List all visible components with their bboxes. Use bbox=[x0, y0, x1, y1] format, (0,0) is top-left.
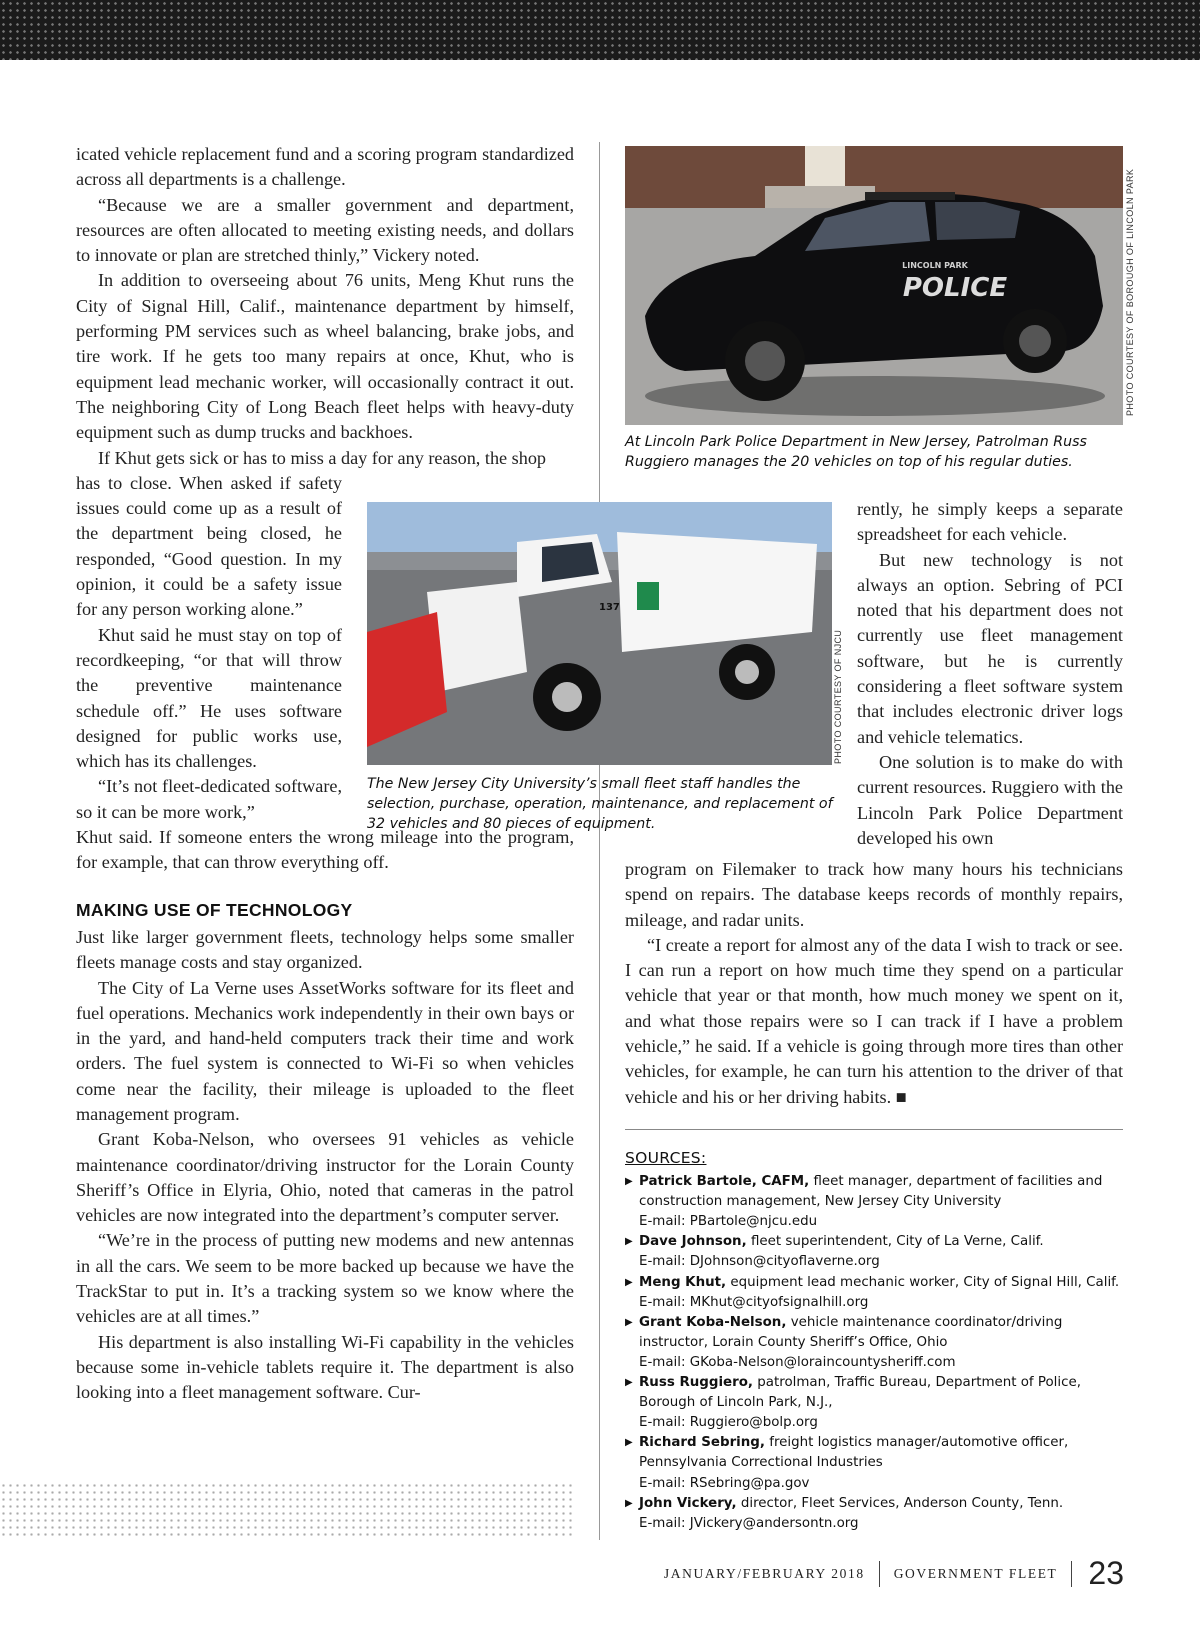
source-item bbox=[625, 1373, 1125, 1433]
truck-illustration bbox=[367, 502, 832, 765]
source-name: John Vickery, bbox=[639, 1495, 737, 1511]
source-name: Patrick Bartole, CAFM, bbox=[639, 1174, 810, 1190]
sources-box bbox=[625, 1148, 1125, 1534]
source-email: E-mail: GKoba-Nelson@loraincountysheriff.com bbox=[639, 1354, 956, 1370]
triangle-bullet-icon: ▶ bbox=[625, 1176, 633, 1188]
police-car-illustration bbox=[625, 146, 1123, 425]
paragraph: His department is also installing Wi-Fi capability in the vehicles because some in-vehicle tablets require it. The department is also looking into a fleet management software. Cur- bbox=[76, 1331, 574, 1403]
car-shadow bbox=[645, 376, 1105, 416]
source-name: Meng Khut, bbox=[639, 1274, 727, 1290]
photo-credit: PHOTO COURTESY OF NJCU bbox=[833, 629, 843, 764]
source-description: patrolman, Traffic Bureau, Department of Police, Borough of Lincoln Park, N.J., bbox=[639, 1375, 1081, 1411]
source-name: Grant Koba-Nelson, bbox=[639, 1314, 787, 1330]
section-heading: MAKING USE OF TECHNOLOGY bbox=[76, 899, 353, 920]
police-car-photo bbox=[625, 146, 1123, 425]
unit-number: 137 bbox=[599, 602, 620, 613]
rear-hub bbox=[1019, 325, 1051, 357]
triangle-bullet-icon: ▶ bbox=[625, 1236, 633, 1248]
source-email: E-mail: RSebring@pa.gov bbox=[639, 1475, 810, 1491]
source-description: vehicle maintenance coordinator/driving instructor, Lorain County Sheriff’s Office, Ohio bbox=[639, 1314, 1063, 1350]
triangle-bullet-icon: ▶ bbox=[625, 1316, 633, 1328]
paragraph: In addition to overseeing about 76 units, Meng Khut runs the City of Signal Hill, Calif., maintenance department by himself, performing PM services such as wheel balancing, brake jobs, and tire work. If he gets too many repairs at once, Khut, who is equipment lead mechanic worker, will occasionally contract it out. The neighboring City of Long Beach fleet helps with heavy-duty equipment such as dump trucks and backhoes. bbox=[76, 270, 574, 443]
source-email: E-mail: Ruggiero@bolp.org bbox=[639, 1415, 818, 1431]
source-description: director, Fleet Services, Anderson County, Tenn. bbox=[740, 1495, 1064, 1511]
paragraph: But new technology is not always an option. Sebring of PCI noted that his department does not currently use fleet management software, but he is currently considering a fleet software system that includes electronic driver logs and vehicle telematics. bbox=[857, 549, 1123, 747]
paragraph: Khut said he must stay on top of recordkeeping, “or that will throw the preventive maintenance schedule off.” He uses software designed for public works use, which has its challenges. bbox=[76, 624, 342, 772]
front-hub bbox=[745, 341, 785, 381]
light-bar bbox=[865, 192, 955, 200]
front-hub bbox=[552, 682, 582, 712]
source-name: Dave Johnson, bbox=[639, 1234, 747, 1250]
source-item bbox=[625, 1313, 1125, 1373]
source-description: freight logistics manager/automotive officer, Pennsylvania Correctional Industries bbox=[639, 1435, 1069, 1471]
triangle-bullet-icon: ▶ bbox=[625, 1276, 633, 1288]
bottom-decorative-dots bbox=[0, 1482, 575, 1538]
source-item bbox=[625, 1273, 1125, 1313]
source-item bbox=[625, 1172, 1125, 1232]
footer-separator bbox=[1071, 1561, 1072, 1587]
wrapped-text-block bbox=[76, 471, 342, 825]
source-email: E-mail: PBartole@njcu.edu bbox=[639, 1214, 818, 1230]
source-item bbox=[625, 1433, 1125, 1493]
triangle-bullet-icon: ▶ bbox=[625, 1377, 633, 1389]
paragraph: Grant Koba-Nelson, who oversees 91 vehicles as vehicle maintenance coordinator/driving instructor for the Lorain County Sheriff’s Office in Elyria, Ohio, noted that cameras in the patrol vehicles are now integrated into the department’s computer server. bbox=[76, 1129, 574, 1226]
photo-caption: At Lincoln Park Police Department in New Jersey, Patrolman Russ Ruggiero manages the 20 vehicles on top of his regular duties. bbox=[625, 434, 1087, 470]
source-description: fleet superintendent, City of La Verne, Calif. bbox=[750, 1234, 1044, 1250]
issue-date: JANUARY/FEBRUARY 2018 bbox=[663, 1565, 865, 1581]
source-description: equipment lead mechanic worker, City of Signal Hill, Calif. bbox=[730, 1274, 1120, 1290]
sources-title: SOURCES: bbox=[625, 1149, 707, 1167]
rear-hub bbox=[735, 660, 759, 684]
photo-caption: The New Jersey City University’s small fleet staff handles the selection, purchase, operation, maintenance, and replacement of 32 vehicles and 80 pieces of equipment. bbox=[367, 776, 833, 832]
column-divider bbox=[599, 142, 600, 1540]
paragraph: “We’re in the process of putting new modems and new antennas in all the cars. We seem to be more backed up because we have the TrackStar to put in. It’s a tracking system so we know where the vehicles are at all times.” bbox=[76, 1230, 574, 1327]
paragraph: The City of La Verne uses AssetWorks software for its fleet and fuel operations. Mechanics work independently in their own bays or in the yard, and hand-held computers track their time and work orders. The fuel system is connected to Wi-Fi so when vehicles come near the facility, their mileage is uploaded to the fleet management program. bbox=[76, 977, 574, 1124]
source-description: fleet manager, department of facilities and construction management, New Jersey City University bbox=[639, 1174, 1103, 1210]
paragraph: icated vehicle replacement fund and a scoring program standardized across all departments is a challenge. bbox=[76, 144, 574, 190]
source-name: Richard Sebring, bbox=[639, 1435, 765, 1451]
truck-photo bbox=[367, 502, 832, 765]
photo-credit: PHOTO COURTESY OF BOROUGH OF LINCOLN PARK bbox=[1125, 168, 1135, 416]
paragraph: If Khut gets sick or has to miss a day for any reason, the shop bbox=[98, 447, 547, 468]
footer-separator bbox=[879, 1561, 880, 1587]
page-number: 23 bbox=[1088, 1555, 1124, 1591]
paragraph: “It’s not fleet-dedicated software, so it can be more work,” bbox=[76, 776, 342, 822]
source-email: E-mail: JVickery@andersontn.org bbox=[639, 1515, 859, 1531]
source-name: Russ Ruggiero, bbox=[639, 1375, 754, 1391]
source-item bbox=[625, 1494, 1125, 1534]
paragraph: has to close. When asked if safety issues could come up as a result of the department being closed, he responded, “Good question. In my opinion, it could be a safety issue for any person working alone.” bbox=[76, 472, 342, 620]
triangle-bullet-icon: ▶ bbox=[625, 1437, 633, 1449]
paragraph: “Because we are a smaller government and department, resources are often allocated to meeting existing needs, and dollars to innovate or plan are stretched thinly,” Vickery noted. bbox=[76, 194, 574, 266]
paragraph: Khut said. If someone enters the wrong mileage into the program, for example, that can throw everything off. bbox=[76, 827, 574, 873]
car-text-police: POLICE bbox=[902, 273, 1008, 303]
sources-divider bbox=[625, 1129, 1123, 1130]
paragraph: Just like larger government fleets, technology helps some smaller fleets manage costs and stay organized. bbox=[76, 926, 574, 973]
source-email: E-mail: MKhut@cityofsignalhill.org bbox=[639, 1294, 869, 1310]
source-email: E-mail: DJohnson@cityoflaverne.org bbox=[639, 1254, 880, 1270]
paragraph: One solution is to make do with current resources. Ruggiero with the Lincoln Park Police Department developed his own bbox=[857, 751, 1123, 848]
paragraph: “I create a report for almost any of the data I wish to track or see. I can run a report on how much time they spend on a particular vehicle that year or that month, how much money we spent on it, and what those repairs were so I can track if I have a problem vehicle,” he said. If a vehicle is going through more tires than other vehicles, for example, he can turn his attention to the driver of that vehicle and his or her driving habits. ■ bbox=[625, 934, 1123, 1107]
paragraph: rently, he simply keeps a separate spreadsheet for each vehicle. bbox=[857, 499, 1123, 545]
right-narrow-column bbox=[857, 497, 1123, 851]
car-text-top: LINCOLN PARK bbox=[902, 261, 968, 270]
top-decorative-bar bbox=[0, 0, 1200, 60]
paragraph: program on Filemaker to track how many hours his technicians spend on repairs. The database keeps records of monthly repairs, mileage, and radar units. bbox=[625, 859, 1123, 930]
truck-logo bbox=[637, 582, 659, 610]
source-item bbox=[625, 1232, 1125, 1272]
sources-list bbox=[625, 1172, 1125, 1534]
triangle-bullet-icon: ▶ bbox=[625, 1497, 633, 1509]
right-column bbox=[625, 857, 1123, 1110]
magazine-name: GOVERNMENT FLEET bbox=[893, 1565, 1058, 1581]
page-footer bbox=[664, 1555, 1124, 1592]
